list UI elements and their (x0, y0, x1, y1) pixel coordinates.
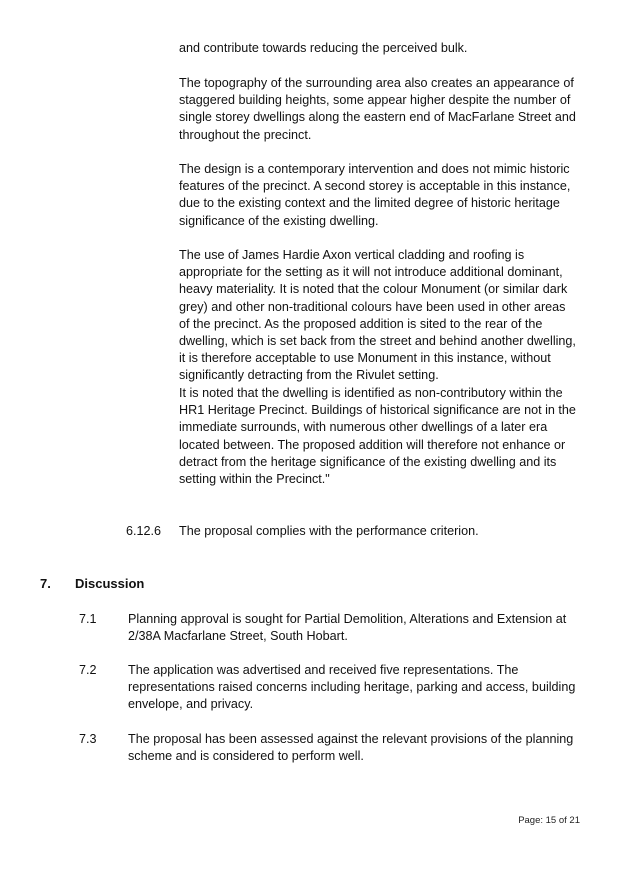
section-item-text: The proposal has been assessed against the relevant provisions of the planning scheme and is considered to perform well. (128, 732, 574, 764)
quote-paragraph: The use of James Hardie Axon vertical cladding and roofing is appropriate for the setting as it will not introduce additional dominant, heavy materiality. It is noted that the colour Monument (or similar dark grey) and other non-traditional colours have been used in other areas of the precinct. As the proposed addition is sited to the rear of the dwelling, which is set back from the street and behind another dwelling, it is therefore acceptable to use Monument in this instance, without significantly detracting from the Rivulet setting. (179, 248, 576, 383)
section-item-number: 7.2 (79, 663, 97, 677)
quote-paragraph: The topography of the surrounding area also creates an appearance of staggered building heights, some appear higher despite the number of single storey dwellings along the eastern end of MacFarlane Street and throughout the precinct. (179, 76, 576, 142)
section-heading: Discussion (75, 576, 145, 591)
section-item-number: 7.1 (79, 612, 97, 626)
subclause-text: The proposal complies with the performance criterion. (179, 524, 479, 538)
page-number: Page: 15 of 21 (518, 815, 580, 826)
section-item-text: The application was advertised and received five representations. The representations raised concerns including heritage, parking and access, building envelope, and privacy. (128, 663, 576, 712)
subclause-number: 6.12.6 (126, 524, 162, 538)
section-item-text: Planning approval is sought for Partial Demolition, Alterations and Extension at 2/38A Macfarlane Street, South Hobart. (128, 612, 567, 644)
quote-paragraph: The design is a contemporary intervention and does not mimic historic features of the precinct. A second storey is acceptable in this instance, due to the existing context and the limited degree of historic heritage significance of the existing dwelling. (179, 162, 571, 228)
quote-paragraph: and contribute towards reducing the perceived bulk. (179, 41, 468, 55)
section-number: 7. (40, 576, 51, 591)
quote-paragraph: It is noted that the dwelling is identified as non-contributory within the HR1 Heritage Precinct. Buildings of historical significance are not in the immediate surrounds, with numerous other dwellings of a later era located between. The proposed addition will therefore not enhance or detract from the heritage significance of the existing dwelling and its setting within the Precinct." (179, 386, 576, 487)
section-item-number: 7.3 (79, 732, 97, 746)
